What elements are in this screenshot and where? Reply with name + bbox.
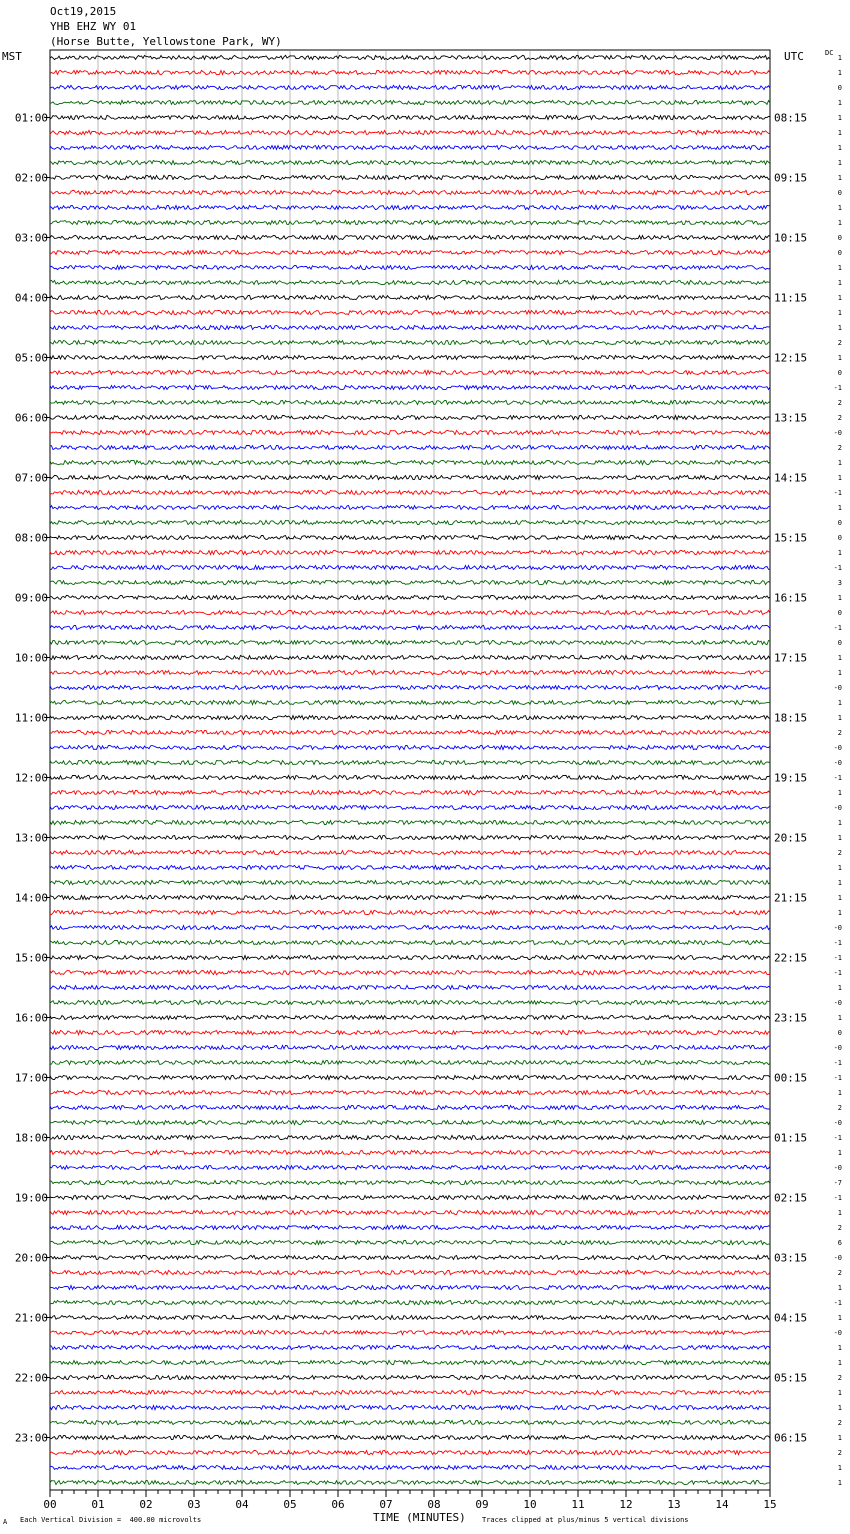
dc-offset-label: 1: [837, 984, 842, 992]
trace-row: [50, 1465, 770, 1469]
dc-offset-label: 2: [837, 1269, 842, 1277]
right-time-label: 06:15: [774, 1431, 808, 1445]
right-time-label: 20:15: [774, 831, 808, 845]
trace-row: [50, 700, 770, 704]
dc-offset-label: 1: [837, 669, 842, 677]
dc-offset-label: -0: [833, 429, 842, 437]
trace-row: [50, 565, 770, 569]
dc-offset-label: 2: [837, 399, 842, 407]
trace-row: [50, 265, 770, 269]
trace-row: [50, 415, 770, 419]
trace-row: [50, 1345, 770, 1349]
dc-offset-label: 1: [837, 879, 842, 887]
x-axis-title: TIME (MINUTES): [373, 1511, 466, 1524]
trace-row: [50, 670, 770, 674]
dc-offset-label: 1: [837, 594, 842, 602]
left-time-label: 19:00: [14, 1191, 48, 1205]
trace-row: [50, 1060, 770, 1064]
dc-offset-label: 1: [837, 1404, 842, 1412]
dc-offset-label: 0: [837, 234, 842, 242]
left-time-label: 14:00: [14, 891, 48, 905]
right-time-label: 23:15: [774, 1011, 808, 1025]
trace-row: [50, 1435, 770, 1439]
trace-row: [50, 1420, 770, 1424]
x-tick-label: 13: [667, 1498, 681, 1511]
left-time-label: 07:00: [14, 471, 48, 485]
trace-row: [50, 1480, 770, 1484]
dc-offset-label: -0: [833, 1254, 842, 1262]
dc-offset-label: 1: [837, 1089, 842, 1097]
dc-offset-label: 1: [837, 219, 842, 227]
dc-offset-label: -0: [833, 744, 842, 752]
right-time-label: 15:15: [774, 531, 808, 545]
left-timezone-label: MST: [2, 50, 22, 63]
trace-row: [50, 910, 770, 914]
right-time-label: 04:15: [774, 1311, 808, 1325]
trace-row: [50, 100, 770, 104]
dc-offset-label: 1: [837, 174, 842, 182]
trace-row: [50, 430, 770, 434]
dc-offset-label: 1: [837, 324, 842, 332]
right-time-label: 03:15: [774, 1251, 808, 1265]
dc-offset-label: 0: [837, 1029, 842, 1037]
right-time-label: 12:15: [774, 351, 808, 365]
dc-offset-label: 2: [837, 1224, 842, 1232]
trace-row: [50, 1195, 770, 1199]
dc-offset-label: 1: [837, 1314, 842, 1322]
trace-row: [50, 580, 770, 584]
dc-offset-label: -1: [833, 1299, 842, 1307]
trace-row: [50, 1240, 770, 1244]
dc-offset-label: 1: [837, 129, 842, 137]
dc-offset-label: 1: [837, 1479, 842, 1487]
dc-offset-label: -7: [833, 1179, 842, 1187]
trace-row: [50, 70, 770, 74]
dc-offset-label: -0: [833, 804, 842, 812]
left-time-label: 17:00: [14, 1071, 48, 1085]
trace-row: [50, 1330, 770, 1334]
dc-offset-label: 1: [837, 204, 842, 212]
station-label: YHB EHZ WY 01: [50, 20, 137, 33]
x-tick-label: 05: [283, 1498, 297, 1511]
trace-row: [50, 760, 770, 764]
left-time-label: 18:00: [14, 1131, 48, 1145]
x-tick-label: 03: [187, 1498, 201, 1511]
trace-row: [50, 1255, 770, 1259]
trace-row: [50, 445, 770, 449]
dc-offset-label: 2: [837, 1419, 842, 1427]
trace-row: [50, 1075, 770, 1079]
right-time-label: 11:15: [774, 291, 808, 305]
left-time-label: 13:00: [14, 831, 48, 845]
dc-offset-label: -1: [833, 939, 842, 947]
trace-row: [50, 925, 770, 929]
right-time-label: 13:15: [774, 411, 808, 425]
dc-offset-label: 2: [837, 729, 842, 737]
dc-offset-label: 1: [837, 1149, 842, 1157]
dc-offset-label: 1: [837, 1284, 842, 1292]
left-time-label: 20:00: [14, 1251, 48, 1265]
trace-row: [50, 1135, 770, 1139]
trace-row: [50, 520, 770, 524]
trace-row: [50, 715, 770, 719]
trace-row: [50, 865, 770, 869]
right-time-label: 05:15: [774, 1371, 808, 1385]
dc-offset-label: 3: [837, 579, 842, 587]
dc-offset-label: 1: [837, 474, 842, 482]
trace-row: [50, 790, 770, 794]
dc-offset-label: 1: [837, 354, 842, 362]
trace-row: [50, 1210, 770, 1214]
right-timezone-label: UTC: [784, 50, 804, 63]
trace-row: [50, 190, 770, 194]
footer: [0, 1510, 850, 1534]
x-tick-label: 01: [91, 1498, 105, 1511]
trace-row: [50, 550, 770, 554]
dc-offset-label: -1: [833, 954, 842, 962]
dc-offset-label: 1: [837, 894, 842, 902]
dc-offset-label: -0: [833, 684, 842, 692]
dc-offset-label: -0: [833, 1119, 842, 1127]
right-time-label: 10:15: [774, 231, 808, 245]
dc-offset-label: -1: [833, 774, 842, 782]
trace-row: [50, 160, 770, 164]
right-time-label: 22:15: [774, 951, 808, 965]
trace-row: [50, 460, 770, 464]
left-time-label: 21:00: [14, 1311, 48, 1325]
trace-row: [50, 685, 770, 689]
trace-row: [50, 220, 770, 224]
dc-offset-label: 1: [837, 99, 842, 107]
dc-offset-label: 1: [837, 279, 842, 287]
x-tick-label: 07: [379, 1498, 393, 1511]
trace-row: [50, 535, 770, 539]
trace-row: [50, 625, 770, 629]
trace-row: [50, 1225, 770, 1229]
trace-row: [50, 1285, 770, 1289]
dc-offset-label: 1: [837, 69, 842, 77]
dc-label: DC: [825, 49, 834, 57]
trace-row: [50, 85, 770, 89]
x-tick-label: 00: [43, 1498, 57, 1511]
trace-row: [50, 1300, 770, 1304]
x-tick-label: 06: [331, 1498, 345, 1511]
x-tick-label: 04: [235, 1498, 249, 1511]
dc-offset-label: 1: [837, 1359, 842, 1367]
trace-row: [50, 835, 770, 839]
dc-offset-label: 1: [837, 819, 842, 827]
dc-offset-label: 0: [837, 369, 842, 377]
trace-row: [50, 1030, 770, 1034]
dc-offset-label: 1: [837, 714, 842, 722]
trace-row: [50, 1315, 770, 1319]
x-tick-label: 11: [571, 1498, 585, 1511]
dc-offset-label: -0: [833, 759, 842, 767]
left-time-label: 05:00: [14, 351, 48, 365]
x-tick-label: 08: [427, 1498, 441, 1511]
dc-offset-label: 1: [837, 144, 842, 152]
dc-offset-label: -0: [833, 1329, 842, 1337]
trace-row: [50, 850, 770, 854]
dc-offset-label: -1: [833, 489, 842, 497]
scale-note: Each Vertical Division = 400.00 microvolts: [20, 1516, 202, 1524]
trace-row: [50, 1105, 770, 1109]
trace-row: [50, 1165, 770, 1169]
trace-row: [50, 145, 770, 149]
right-time-label: 19:15: [774, 771, 808, 785]
dc-offset-label: 1: [837, 159, 842, 167]
trace-row: [50, 1360, 770, 1364]
x-tick-label: 10: [523, 1498, 537, 1511]
left-time-label: 02:00: [14, 171, 48, 185]
dc-offset-label: 1: [837, 549, 842, 557]
dc-offset-label: -1: [833, 564, 842, 572]
dc-offset-label: 0: [837, 534, 842, 542]
dc-offset-label: -1: [833, 1134, 842, 1142]
left-time-label: 22:00: [14, 1371, 48, 1385]
dc-offset-label: 1: [837, 294, 842, 302]
left-time-label: 11:00: [14, 711, 48, 725]
dc-offset-label: -1: [833, 1059, 842, 1067]
dc-offset-label: -1: [833, 1074, 842, 1082]
trace-row: [50, 1405, 770, 1409]
trace-row: [50, 325, 770, 329]
trace-row: [50, 1000, 770, 1004]
trace-row: [50, 730, 770, 734]
trace-row: [50, 385, 770, 389]
dc-offset-label: -0: [833, 999, 842, 1007]
trace-row: [50, 1375, 770, 1379]
x-tick-label: 09: [475, 1498, 489, 1511]
left-time-label: 06:00: [14, 411, 48, 425]
dc-offset-label: 2: [837, 1374, 842, 1382]
trace-row: [50, 1450, 770, 1454]
dc-offset-label: 2: [837, 849, 842, 857]
dc-offset-label: 1: [837, 459, 842, 467]
dc-offset-label: -1: [833, 624, 842, 632]
x-tick-label: 02: [139, 1498, 153, 1511]
left-time-label: 16:00: [14, 1011, 48, 1025]
trace-row: [50, 1270, 770, 1274]
trace-row: [50, 595, 770, 599]
dc-offset-label: 0: [837, 189, 842, 197]
trace-row: [50, 775, 770, 779]
trace-row: [50, 1090, 770, 1094]
trace-row: [50, 355, 770, 359]
trace-row: [50, 175, 770, 179]
footer-mark: A: [3, 1518, 8, 1526]
dc-offset-label: -0: [833, 924, 842, 932]
left-time-label: 03:00: [14, 231, 48, 245]
dc-offset-label: 2: [837, 1104, 842, 1112]
trace-row: [50, 970, 770, 974]
date-label: Oct19,2015: [50, 5, 117, 18]
trace-row: [50, 955, 770, 959]
dc-offset-label: 1: [837, 834, 842, 842]
trace-row: [50, 640, 770, 644]
trace-row: [50, 805, 770, 809]
left-time-label: 10:00: [14, 651, 48, 665]
x-tick-label: 12: [619, 1498, 633, 1511]
trace-row: [50, 490, 770, 494]
trace-row: [50, 1120, 770, 1124]
dc-offset-label: 1: [837, 1389, 842, 1397]
trace-row: [50, 610, 770, 614]
right-time-label: 21:15: [774, 891, 808, 905]
dc-offset-label: 0: [837, 249, 842, 257]
left-time-label: 04:00: [14, 291, 48, 305]
trace-row: [50, 1045, 770, 1049]
dc-offset-label: -1: [833, 969, 842, 977]
left-time-label: 01:00: [14, 111, 48, 125]
dc-offset-label: 1: [837, 1209, 842, 1217]
clip-note: Traces clipped at plus/minus 5 vertical divisions: [482, 1516, 689, 1524]
trace-row: [50, 55, 770, 59]
trace-row: [50, 895, 770, 899]
trace-row: [50, 115, 770, 119]
trace-row: [50, 280, 770, 284]
right-time-label: 16:15: [774, 591, 808, 605]
right-time-label: 00:15: [774, 1071, 808, 1085]
location-label: (Horse Butte, Yellowstone Park, WY): [50, 35, 282, 48]
trace-row: [50, 310, 770, 314]
trace-row: [50, 250, 770, 254]
trace-row: [50, 295, 770, 299]
right-time-label: 14:15: [774, 471, 808, 485]
trace-row: [50, 745, 770, 749]
trace-row: [50, 820, 770, 824]
left-time-label: 12:00: [14, 771, 48, 785]
dc-offset-label: 1: [837, 1014, 842, 1022]
trace-row: [50, 205, 770, 209]
left-time-label: 23:00: [14, 1431, 48, 1445]
dc-offset-label: 1: [837, 114, 842, 122]
dc-offset-label: 1: [837, 1464, 842, 1472]
trace-row: [50, 1390, 770, 1394]
right-time-label: 18:15: [774, 711, 808, 725]
trace-row: [50, 505, 770, 509]
dc-offset-label: -0: [833, 1044, 842, 1052]
dc-offset-label: 1: [837, 1344, 842, 1352]
x-tick-label: 15: [763, 1498, 777, 1511]
dc-offset-label: 0: [837, 609, 842, 617]
trace-row: [50, 655, 770, 659]
left-time-label: 15:00: [14, 951, 48, 965]
trace-row: [50, 1150, 770, 1154]
right-time-label: 09:15: [774, 171, 808, 185]
trace-row: [50, 400, 770, 404]
dc-offset-label: 1: [837, 654, 842, 662]
trace-row: [50, 370, 770, 374]
dc-offset-label: 6: [837, 1239, 842, 1247]
trace-row: [50, 1015, 770, 1019]
dc-offset-label: 2: [837, 1449, 842, 1457]
trace-row: [50, 880, 770, 884]
dc-offset-label: 2: [837, 444, 842, 452]
dc-offset-label: -1: [833, 384, 842, 392]
dc-offset-label: 1: [837, 54, 842, 62]
dc-offset-label: 1: [837, 264, 842, 272]
dc-offset-label: 0: [837, 519, 842, 527]
dc-offset-label: 1: [837, 909, 842, 917]
dc-offset-label: 1: [837, 504, 842, 512]
right-time-label: 17:15: [774, 651, 808, 665]
trace-row: [50, 985, 770, 989]
left-time-label: 08:00: [14, 531, 48, 545]
x-tick-label: 14: [715, 1498, 729, 1511]
dc-offset-label: 1: [837, 789, 842, 797]
dc-offset-label: 1: [837, 1434, 842, 1442]
dc-offset-label: 0: [837, 639, 842, 647]
right-time-label: 01:15: [774, 1131, 808, 1145]
trace-row: [50, 130, 770, 134]
trace-row: [50, 340, 770, 344]
dc-offset-label: -1: [833, 1194, 842, 1202]
dc-offset-label: 2: [837, 339, 842, 347]
right-time-label: 02:15: [774, 1191, 808, 1205]
right-time-label: 08:15: [774, 111, 808, 125]
trace-row: [50, 940, 770, 944]
dc-offset-label: 0: [837, 84, 842, 92]
dc-offset-label: -0: [833, 1164, 842, 1172]
trace-row: [50, 475, 770, 479]
left-time-label: 09:00: [14, 591, 48, 605]
trace-row: [50, 235, 770, 239]
dc-offset-label: 1: [837, 699, 842, 707]
dc-offset-label: 1: [837, 864, 842, 872]
dc-offset-label: 1: [837, 309, 842, 317]
trace-row: [50, 1180, 770, 1184]
dc-offset-label: 2: [837, 414, 842, 422]
